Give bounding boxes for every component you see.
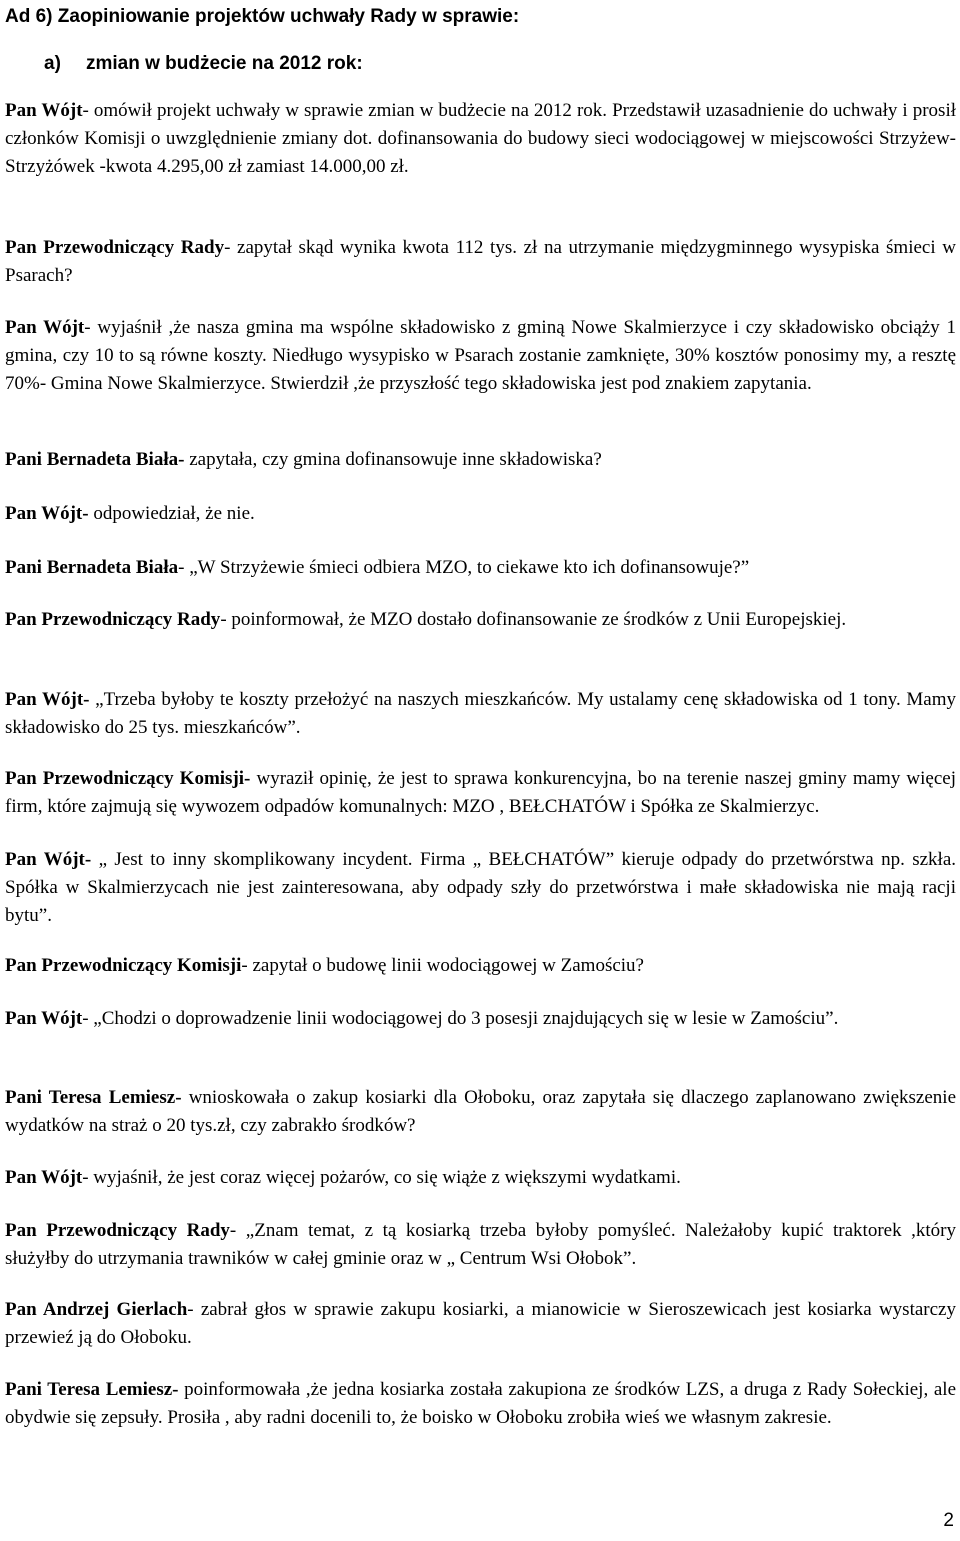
speaker-name: Pan Przewodniczący Rady <box>5 237 225 258</box>
statement-text: - „W Strzyżewie śmieci odbiera MZO, to ciekawe kto ich dofinansowuje?” <box>178 557 750 578</box>
statement-text: - zabrał głos w sprawie zakupu kosiarki, a mianowicie w Sieroszewicach jest kosiarka wystarczy przewieź ją do Ołoboku. <box>5 1299 956 1348</box>
statement-paragraph <box>5 1296 956 1352</box>
speaker-name: Pan Wójt <box>5 1008 83 1029</box>
speaker-name: Pan Wójt <box>5 317 85 338</box>
statement-text: - omówił projekt uchwały w sprawie zmian w budżecie na 2012 rok. Przedstawił uzasadnienie do uchwały i prosił członków Komisji o uwzględnienie zmiany dot. dofinansowania do budowy sieci wodociągowej w miejscowości Strzyżew- Strzyżówek -kwota 4.295,00 zł zamiast 14.000,00 zł. <box>5 100 956 177</box>
statement-text: „ Jest to inny skomplikowany incydent. Firma „ BEŁCHATÓW” kieruje odpady do przetwórstwa np. szkła. Spółka w Skalmierzycach nie jest zainteresowana, aby odpady szły do przetwórstwa i małe składowiska nie mają racji bytu”. <box>5 849 956 926</box>
statement-paragraph <box>5 314 956 398</box>
statement-paragraph <box>5 1164 956 1192</box>
statement-paragraph <box>5 234 956 290</box>
statement-text: - zapytał o budowę linii wodociągowej w Zamościu? <box>241 955 644 976</box>
speaker-name: Pani Bernadeta Biała- <box>5 449 185 470</box>
statement-text: poinformowała ,że jedna kosiarka została zakupiona ze środków LZS, a druga z Rady Sołeckiej, ale obydwie się zepsuły. Prosiła , aby radni docenili to, że boisko w Ołoboku zrobiła wieś we własnym zakresie. <box>5 1379 957 1428</box>
statement-text: odpowiedział, że nie. <box>88 503 255 524</box>
statement-paragraph <box>5 1376 956 1432</box>
statement-paragraph <box>5 606 956 634</box>
statement-text: wyraził opinię, że jest to sprawa konkurencyjna, bo na terenie naszej gminy mamy więcej firm, które zajmują się wywozem odpadów komunalnych: MZO , BEŁCHATÓW i Spółka ze Skalmierzyc. <box>5 768 956 817</box>
speaker-name: Pan Wójt- <box>5 849 92 870</box>
statement-paragraph <box>5 554 956 582</box>
statement-paragraph <box>5 846 956 930</box>
statement-paragraph <box>5 1005 956 1033</box>
statement-paragraph <box>5 765 956 821</box>
speaker-name: Pan Wójt <box>5 1167 83 1188</box>
statement-text: - zapytał skąd wynika kwota 112 tys. zł na utrzymanie międzygminnego wysypiska śmieci w Psarach? <box>5 237 956 286</box>
statement-text: - poinformował, że MZO dostało dofinansowanie ze środków z Unii Europejskiej. <box>220 609 847 630</box>
speaker-name: Pan Przewodniczący Rady <box>5 609 221 630</box>
speaker-name: Pani Teresa Lemiesz- <box>5 1379 179 1400</box>
statement-text: - wyjaśnił, że jest coraz więcej pożarów, co się wiąże z większymi wydatkami. <box>82 1167 681 1188</box>
statement-paragraph <box>5 952 956 980</box>
statement-text: - „Chodzi o doprowadzenie linii wodociągowej do 3 posesji znajdujących się w lesie w Zamościu”. <box>82 1008 839 1029</box>
statement-paragraph <box>5 500 956 528</box>
speaker-name: Pani Teresa Lemiesz- <box>5 1087 182 1108</box>
speaker-name: Pan Przewodniczący Rady <box>5 1220 230 1241</box>
speaker-name: Pani Bernadeta Biała <box>5 557 179 578</box>
statement-text: „Trzeba byłoby te koszty przełożyć na naszych mieszkańców. My ustalamy cenę składowiska od 1 tony. Mamy składowisko do 25 tys. mieszkańców”. <box>5 689 957 738</box>
statement-text: - „Znam temat, z tą kosiarką trzeba byłoby pomyśleć. Należałoby kupić traktorek ,który służyłby do utrzymania trawników w całej gminie oraz w „ Centrum Wsi Ołobok”. <box>5 1220 956 1269</box>
speaker-name: Pan Wójt- <box>5 689 90 710</box>
statement-paragraph <box>5 1217 956 1273</box>
speaker-name: Pan Wójt- <box>5 503 89 524</box>
subitem-label: a) <box>44 53 61 74</box>
statement-text: - wyjaśnił ,że nasza gmina ma wspólne składowisko z gminą Nowe Skalmierzyce i czy składowisko obciąży 1 gmina, czy 10 to są równe koszty. Niedługo wysypisko w Psarach zostanie zamknięte, 30% kosztów ponosimy my, a resztę 70%- Gmina Nowe Skalmierzyce. Stwierdził ,że przyszłość tego składowiska jest pod znakiem zapytania. <box>5 317 957 394</box>
agenda-subitem <box>44 51 363 77</box>
agenda-item-heading: Ad 6) Zaopiniowanie projektów uchwały Rady w sprawie: <box>5 6 520 27</box>
speaker-name: Pan Przewodniczący Komisji <box>5 955 242 976</box>
statement-text: wnioskowała o zakup kosiarki dla Ołoboku, oraz zapytała się dlaczego zaplanowano zwiększenie wydatków na straż o 20 tys.zł, czy zabrakło środków? <box>5 1087 956 1136</box>
page-number: 2 <box>943 1510 954 1531</box>
speaker-name: Pan Wójt <box>5 100 83 121</box>
statement-paragraph <box>5 686 956 742</box>
statement-paragraph <box>5 446 956 474</box>
statement-text: zapytała, czy gmina dofinansowuje inne składowiska? <box>184 449 602 470</box>
statement-paragraph <box>5 1084 956 1140</box>
speaker-name: Pan Przewodniczący Komisji- <box>5 768 251 789</box>
statement-paragraph <box>5 97 956 181</box>
speaker-name: Pan Andrzej Gierlach <box>5 1299 188 1320</box>
subitem-text: zmian w budżecie na 2012 rok: <box>86 53 363 74</box>
